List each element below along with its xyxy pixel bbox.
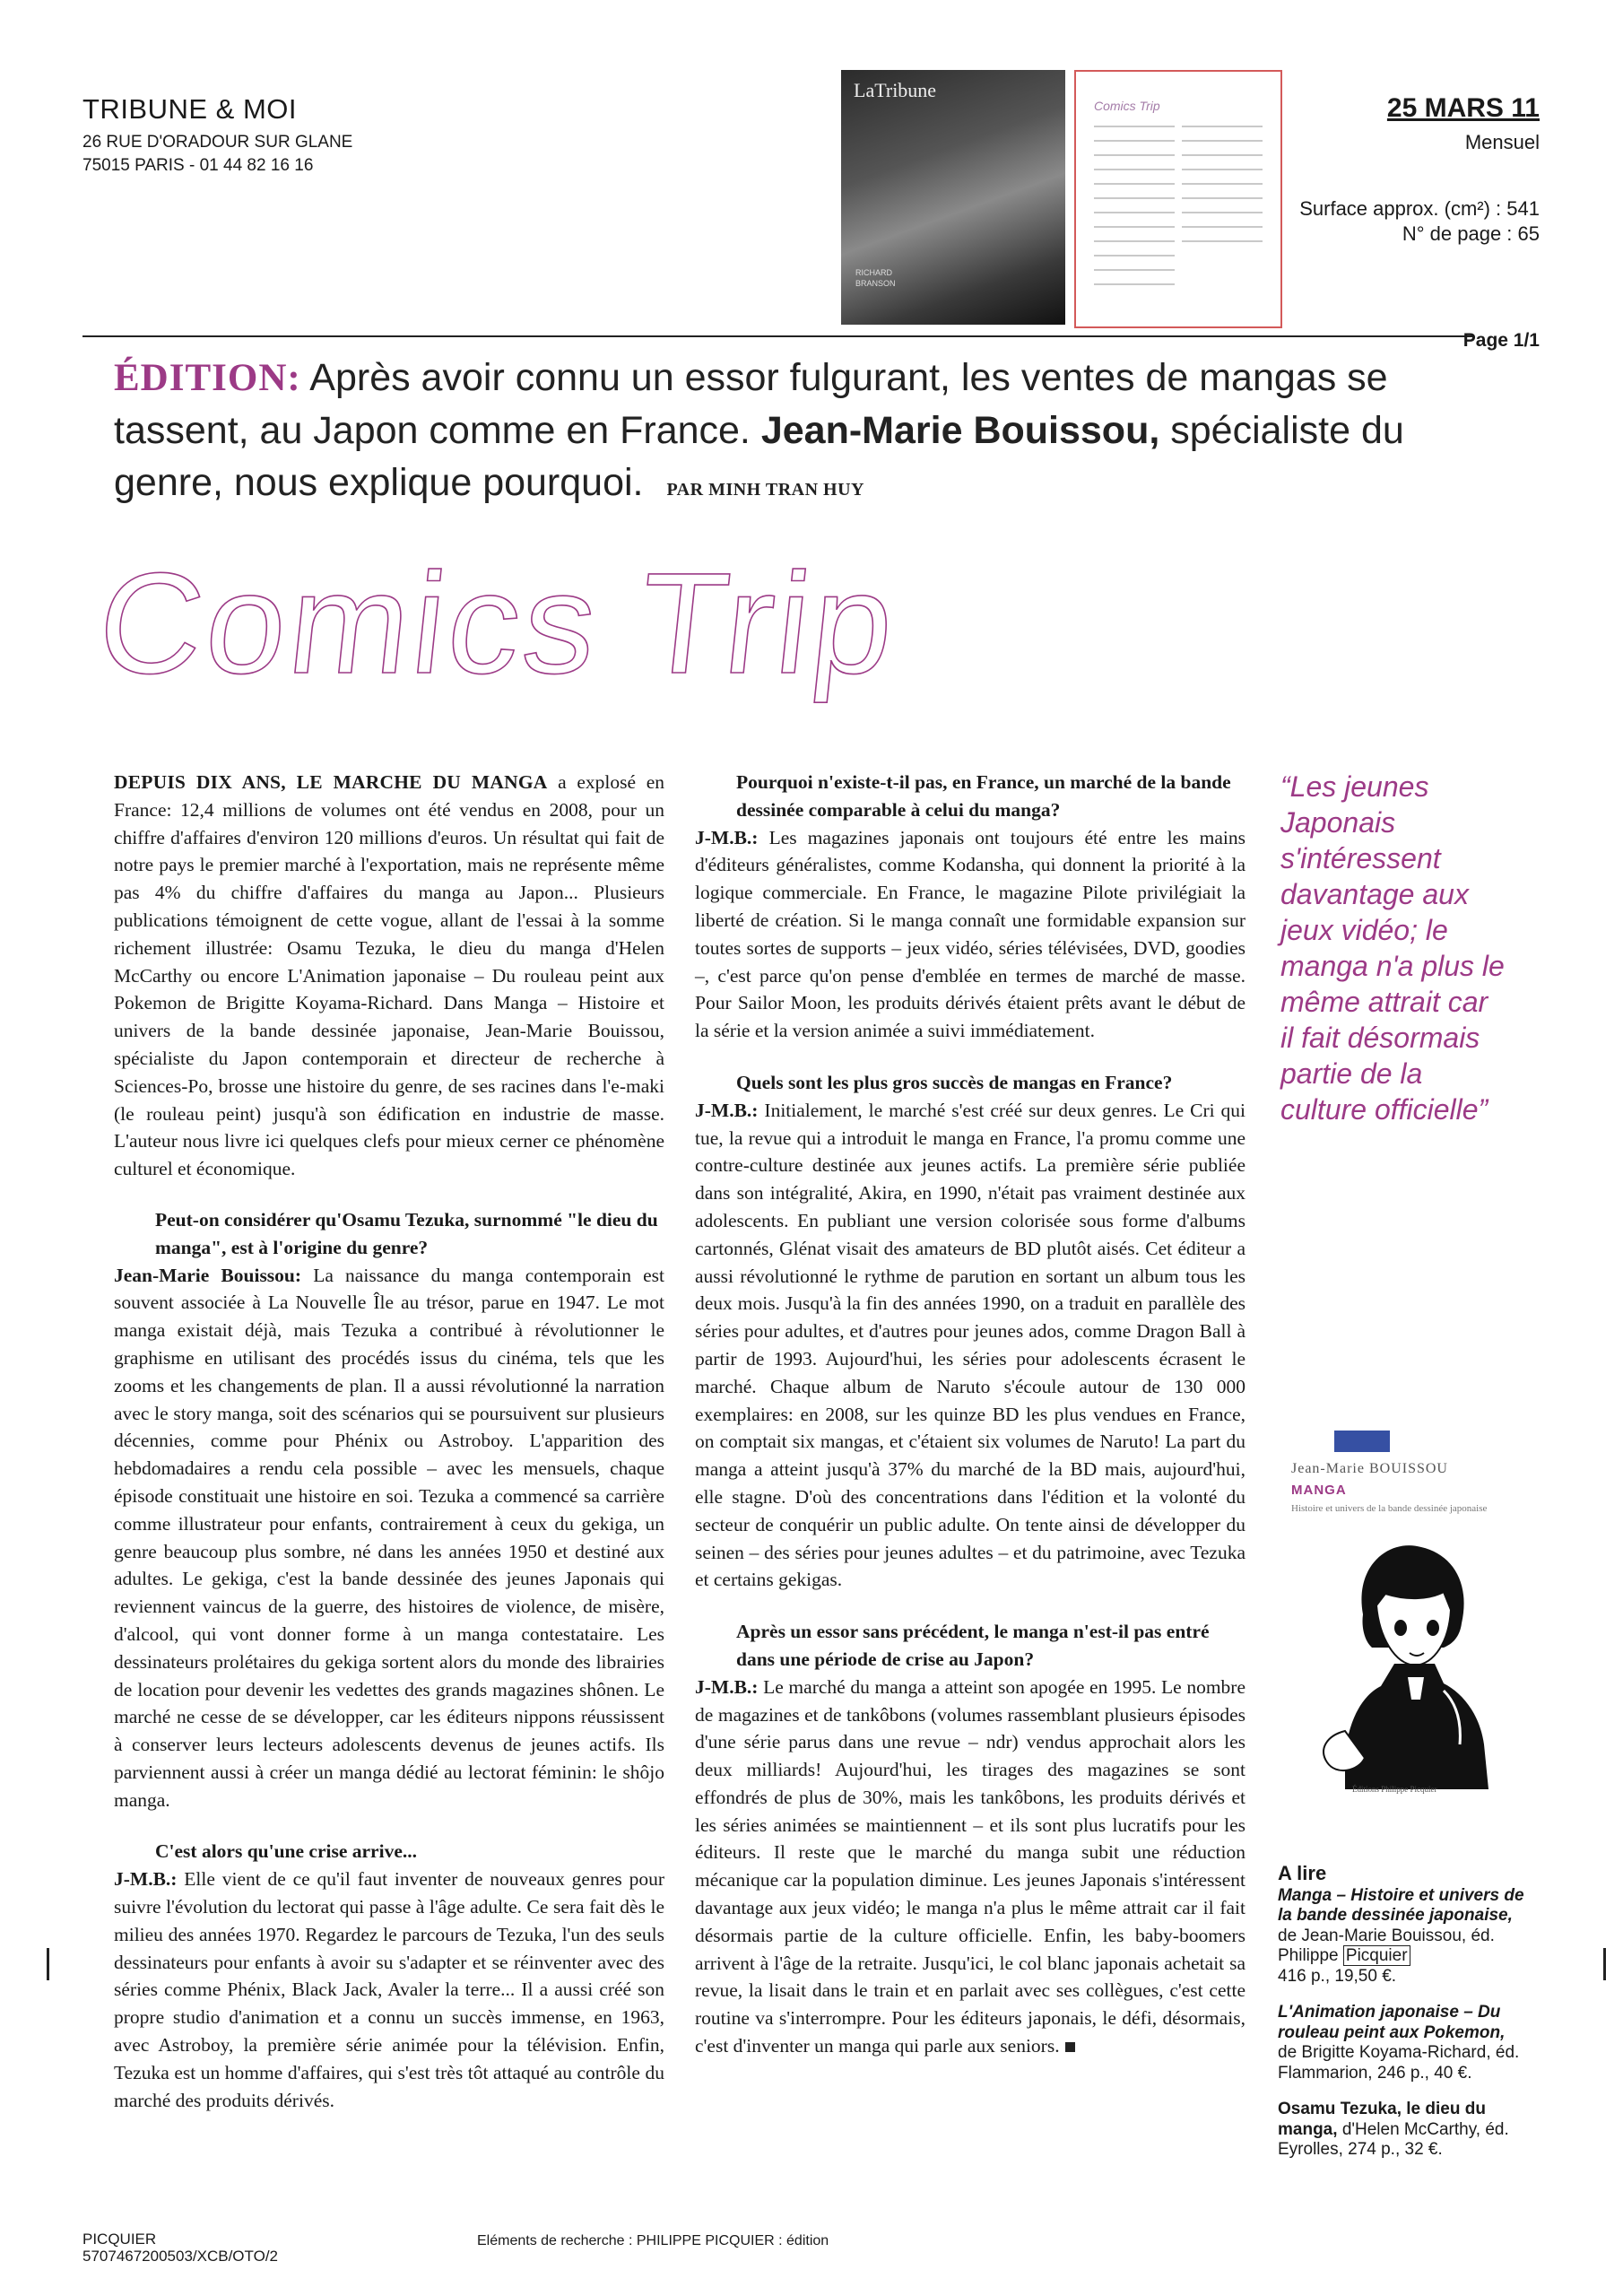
lede-interviewee: Jean-Marie Bouissou, xyxy=(760,409,1160,452)
page-number: N° de page : 65 xyxy=(1402,222,1540,245)
frequency: Mensuel xyxy=(1464,131,1540,153)
answer-1: La naissance du manga contemporain est souvent associée à La Nouvelle Île au trésor, parue en 1947. Le mot manga existait déjà, mais Tezuka a contribué à révolutionner le graphisme en utilisant des procédés issus du cinéma, tels que les zooms et les changements de plan. Il a aussi révolutionné la narration avec le story manga, soit des scénarios qui se poursuivent sur plusieurs décennies, comme pour Phénix ou Astroboy. L'apparition des hebdomadaires a rendu cela possible – avec les mensuels, chaque épisode constituait une histoire en soi. Tezuka a commencé sa carrière comme illustrateur pour enfants, contrairement à ceux du gekiga, un genre beaucoup plus sombre, né dans les années 1950 et destiné aux adultes. Le gekiga, c'est la bande dessinée des jeunes Japonais qui reviennent vaincus de la guerre, des histoires de violence, de misère, d'alcool, qui vont donner forme à un manga contestataire. Les dessinateurs prolétaires du gekiga sortent alors du monde des librairies de location pour devenir les vedettes des grands magazines shônen. Le marché ne cesse de se développer, car les éditeurs nippons réussissent à conserver leurs lecteurs adolescents devenus de jeunes actifs. Ils parviennent aussi à créer un manga dédié au lectorat féminin: le shôjo manga. xyxy=(114,1264,664,1811)
book-cover-image xyxy=(1273,1431,1503,1807)
publication-name: TRIBUNE & MOI xyxy=(82,93,298,125)
thumb-line xyxy=(1094,154,1175,156)
question-3: Pourquoi n'existe-t-il pas, en France, un marché de la bande dessinée comparable à celui du manga? xyxy=(736,771,1231,821)
cover-stripe xyxy=(1334,1431,1390,1452)
speaker: J-M.B.: xyxy=(695,1099,759,1121)
question-1: Peut-on considérer qu'Osamu Tezuka, surnommé "le dieu du manga", est à l'origine du genre? xyxy=(155,1208,658,1258)
thumb-line xyxy=(1094,212,1175,213)
question-5: Après un essor sans précédent, le manga n'est-il pas entré dans une période de crise au Japon? xyxy=(736,1621,1210,1670)
question-4: Quels sont les plus gros succès de mangas en France? xyxy=(736,1071,1173,1093)
reading-item xyxy=(1278,2003,1524,2083)
answer-3: Les magazines japonais ont toujours été entre les mains d'éditeurs généralistes, comme Kodansha, qui donnent la priorité à la logique commerciale. En France, le magazine Pilote privilégiait la liberté de création. Si le manga connaît une formidable expansion sur toutes sortes de supports – jeux vidéo, séries télévisées, DVD, goodies –, c'est parce qu'on pense d'emblée en termes de marché de masse. Pour Sailor Moon, les produits dérivés étaient prêts avant le début de la série et la version animée a suivi immédiatement. xyxy=(695,826,1246,1042)
thumb-line xyxy=(1094,140,1175,142)
thumb-line xyxy=(1182,154,1263,156)
thumb-line xyxy=(1182,126,1263,127)
reading-item-meta: de Brigitte Koyama-Richard, éd. Flammarion, 246 p., 40 €. xyxy=(1278,2043,1520,2083)
article-column-2 xyxy=(695,769,1245,2060)
reading-item-title: Osamu Tezuka, le dieu du manga, xyxy=(1278,2100,1486,2139)
reading-list xyxy=(1278,1864,1524,2177)
publication-address: 26 RUE D'ORADOUR SUR GLANE xyxy=(82,133,353,152)
thumb-line xyxy=(1094,269,1175,271)
thumb-line xyxy=(1182,212,1263,213)
thumb-line xyxy=(1094,169,1175,170)
speaker: J-M.B.: xyxy=(695,1675,759,1698)
reading-item-title: L'Animation japonaise – Du rouleau peint aux Pokemon, xyxy=(1278,2003,1506,2042)
thumb-line xyxy=(1182,169,1263,170)
margin-mark xyxy=(1603,1948,1606,1980)
answer-2: Elle vient de ce qu'il faut inventer de nouveaux genres pour suivre l'évolution du lectorat qui passe à l'âge adulte. Ce sera fait dès le milieu des années 1970. Regardez le parcours de Tezuka, l'un des seuls dessinateurs pour enfants à avoir su s'adapter et se réinventer avec des séries comme Phénix, Black Jack, Avaler la terre... Il a aussi créé son propre studio d'animation et a connu un succès immense, en 1963, avec Astroboy, la première série animée pour la télévision. Enfin, Tezuka est un homme d'affaires, qui s'est très tôt attaqué au contrôle du marché des produits dérivés. xyxy=(114,1868,664,2111)
intro-text: a explosé en France: 12,4 millions de volumes ont été vendus en 2008, pour un chiffre d'affaires d'environ 120 millions d'euros. Un résultat qui fait de notre pays le premier marché à l'exportation, mais ne représente même pas 4% du chiffre d'affaires du manga au Japon... Plusieurs publications témoignent de cette vogue, allant de l'essai à la somme richement illustrée: Osamu Tezuka, le dieu du manga d'Helen McCarthy ou encore L'Animation japonaise – Du rouleau peint aux Pokemon de Brigitte Koyama-Richard. Dans Manga – Histoire et univers de la bande dessinée japonaise, Jean-Marie Bouissou, spécialiste du Japon contemporain et directeur de recherche à Sciences-Po, brosse une histoire du genre, de ses racines dans l'e-maki (le rouleau peint) jusqu'à son édification en industrie de masse. L'auteur nous livre ici quelques clefs pour mieux cerner ce phénomène culturel et économique. xyxy=(114,771,665,1180)
book-author: Jean-Marie BOUISSOU xyxy=(1291,1461,1448,1476)
thumb-line xyxy=(1094,283,1175,285)
reading-item-meta: 416 p., 19,50 €. xyxy=(1278,1966,1397,1986)
footer-codes xyxy=(82,2231,278,2265)
margin-mark xyxy=(47,1948,49,1980)
thumb-line xyxy=(1094,126,1175,127)
byline: PAR MINH TRAN HUY xyxy=(666,480,864,500)
thumb-line xyxy=(1182,140,1263,142)
thumb-line xyxy=(1094,183,1175,185)
thumb-line xyxy=(1182,226,1263,228)
search-elements: Eléments de recherche : PHILIPPE PICQUIER : édition xyxy=(477,2233,829,2248)
book-publisher: Éditions Philippe Picquier xyxy=(1352,1785,1437,1794)
reading-item-title: Manga – Histoire et univers de la bande dessinée japonaise, xyxy=(1278,1885,1524,1925)
book-title: MANGA xyxy=(1291,1483,1347,1498)
publication-contact: 75015 PARIS - 01 44 82 16 16 xyxy=(82,156,314,175)
surface-area: Surface approx. (cm²) : 541 xyxy=(1299,197,1540,220)
issue-date: 25 MARS 11 xyxy=(1386,93,1540,123)
answer-5: Le marché du manga a atteint son apogée en 1995. Le nombre de magazines et de tankôbons (volumes rassemblant plusieurs épisodes d'une série parus dans une revue – ndr) vendus approchait alors les deux milliards! Aujourd'hui, les tirages des magazines se sont effondrés de plus de 30%, mais les tankôbons, les produits dérivés et les séries animées se maintiennent – et ils sont plus lucratifs pour les éditeurs. Il reste que le marché du manga subit une réduction mécanique car la population diminue. Les jeunes Japonais s'intéressent davantage aux jeux vidéo; le manga n'a plus le même attrait car il fait désormais partie de la culture officielle. Enfin, les baby-boomers arrivent à l'âge de la retraite. Jusqu'ici, le col blanc japonais achetait sa revue, la lisait dans le train et en parlait avec ses collègues, c'est cette routine va s'interrompre. Pour les éditeurs japonais, le défi, désormais, c'est d'inventer un manga qui parle aux seniors. xyxy=(695,1675,1245,2057)
article-column-1 xyxy=(114,769,664,2114)
thumb-line xyxy=(1182,183,1263,185)
article-lede xyxy=(114,352,1468,516)
thumb-line xyxy=(1094,255,1175,257)
header-rule xyxy=(82,335,1472,337)
section-kicker: ÉDITION: xyxy=(114,357,301,399)
thumb-line xyxy=(1182,197,1263,199)
speaker: Jean-Marie Bouissou: xyxy=(114,1264,302,1286)
manga-character-illustration xyxy=(1309,1529,1488,1789)
thumb-line xyxy=(1094,226,1175,228)
lede-text: Après avoir connu un essor fulgurant, les ventes de mangas se tassent, au Japon comme en France. xyxy=(114,356,1388,452)
reading-item-meta: de Jean-Marie Bouissou, éd. Philippe xyxy=(1278,1926,1495,1965)
reading-item xyxy=(1278,1886,1524,1987)
reading-item xyxy=(1278,2100,1524,2161)
question-2: C'est alors qu'une crise arrive... xyxy=(155,1840,417,1863)
article-page-thumbnail xyxy=(1074,70,1282,328)
page-label: Page 1/1 xyxy=(1462,330,1540,351)
article-title: Comics Trip xyxy=(91,543,906,703)
speaker: J-M.B.: xyxy=(695,826,759,848)
reading-list-heading: A lire xyxy=(1278,1862,1327,1884)
intro-lead: DEPUIS DIX ANS, LE MARCHE DU MANGA xyxy=(114,771,548,793)
end-of-article-mark xyxy=(1065,2042,1075,2052)
answer-4: Initialement, le marché s'est créé sur deux genres. Le Cri qui tue, la revue qui a introduit le manga en France, l'a promu comme une contre-culture destinée aux jeunes actifs. La première série publiée dans son intégralité, Akira, en 1990, n'était pas vraiment destinée aux adolescents. En publiant une version colorisée sous forme d'albums cartonnés, Glénat visait des amateurs de BD plutôt aisés. Cet éditeur a aussi révolutionné le rythme de parution en sortant un album tous les deux mois. Jusqu'à la fin des années 1990, on a traduit en parallèle des séries pour adultes, et d'autres pour jeunes ados, comme Dragon Ball à partir de 1993. Aujourd'hui, les séries pour adolescents écrasent le marché. Chaque album de Naruto s'écoule autour de 130 000 exemplaires: en 2008, sur les quinze BD les plus vendues en France, on comptait six mangas, et c'étaient six volumes de Naruto! La part du manga a atteint jusqu'à 37% du marché de la BD mais, aujourd'hui, elle stagne. D'où des concentrations dans l'édition et la volonté du secteur de conquérir un public adulte. On tente ainsi de développer du seinen – des séries pour jeunes adultes – et du patrimoine, avec Tezuka et certains gekigas. xyxy=(695,1099,1246,1591)
thumb-title: Comics Trip xyxy=(1094,99,1160,113)
pull-quote: “Les jeunes Japonais s'intéressent davantage aux jeux vidéo; le manga n'a plus le même attrait car il fait désormais partie de la culture officielle” xyxy=(1280,770,1505,1126)
reference-code: 5707467200503/XCB/OTO/2 xyxy=(82,2248,279,2265)
thumb-line xyxy=(1094,240,1175,242)
thumb-line xyxy=(1094,197,1175,199)
reading-item-meta: d'Helen McCarthy, éd. Eyrolles, 274 p., 32 €. xyxy=(1278,2119,1509,2159)
speaker: J-M.B.: xyxy=(114,1868,178,1891)
cover-logo: LaTribune xyxy=(854,79,937,101)
book-subtitle: Histoire et univers de la bande dessinée japonaise xyxy=(1291,1503,1488,1514)
cover-caption: RICHARD BRANSON xyxy=(855,268,896,288)
magazine-cover-thumbnail xyxy=(841,70,1065,325)
thumb-line xyxy=(1182,240,1263,242)
highlighted-search-term: Picquier xyxy=(1343,1945,1410,1966)
lede-text-end: spécialiste du genre, nous explique pourquoi. xyxy=(114,409,1404,504)
client-code: PICQUIER xyxy=(82,2231,157,2248)
